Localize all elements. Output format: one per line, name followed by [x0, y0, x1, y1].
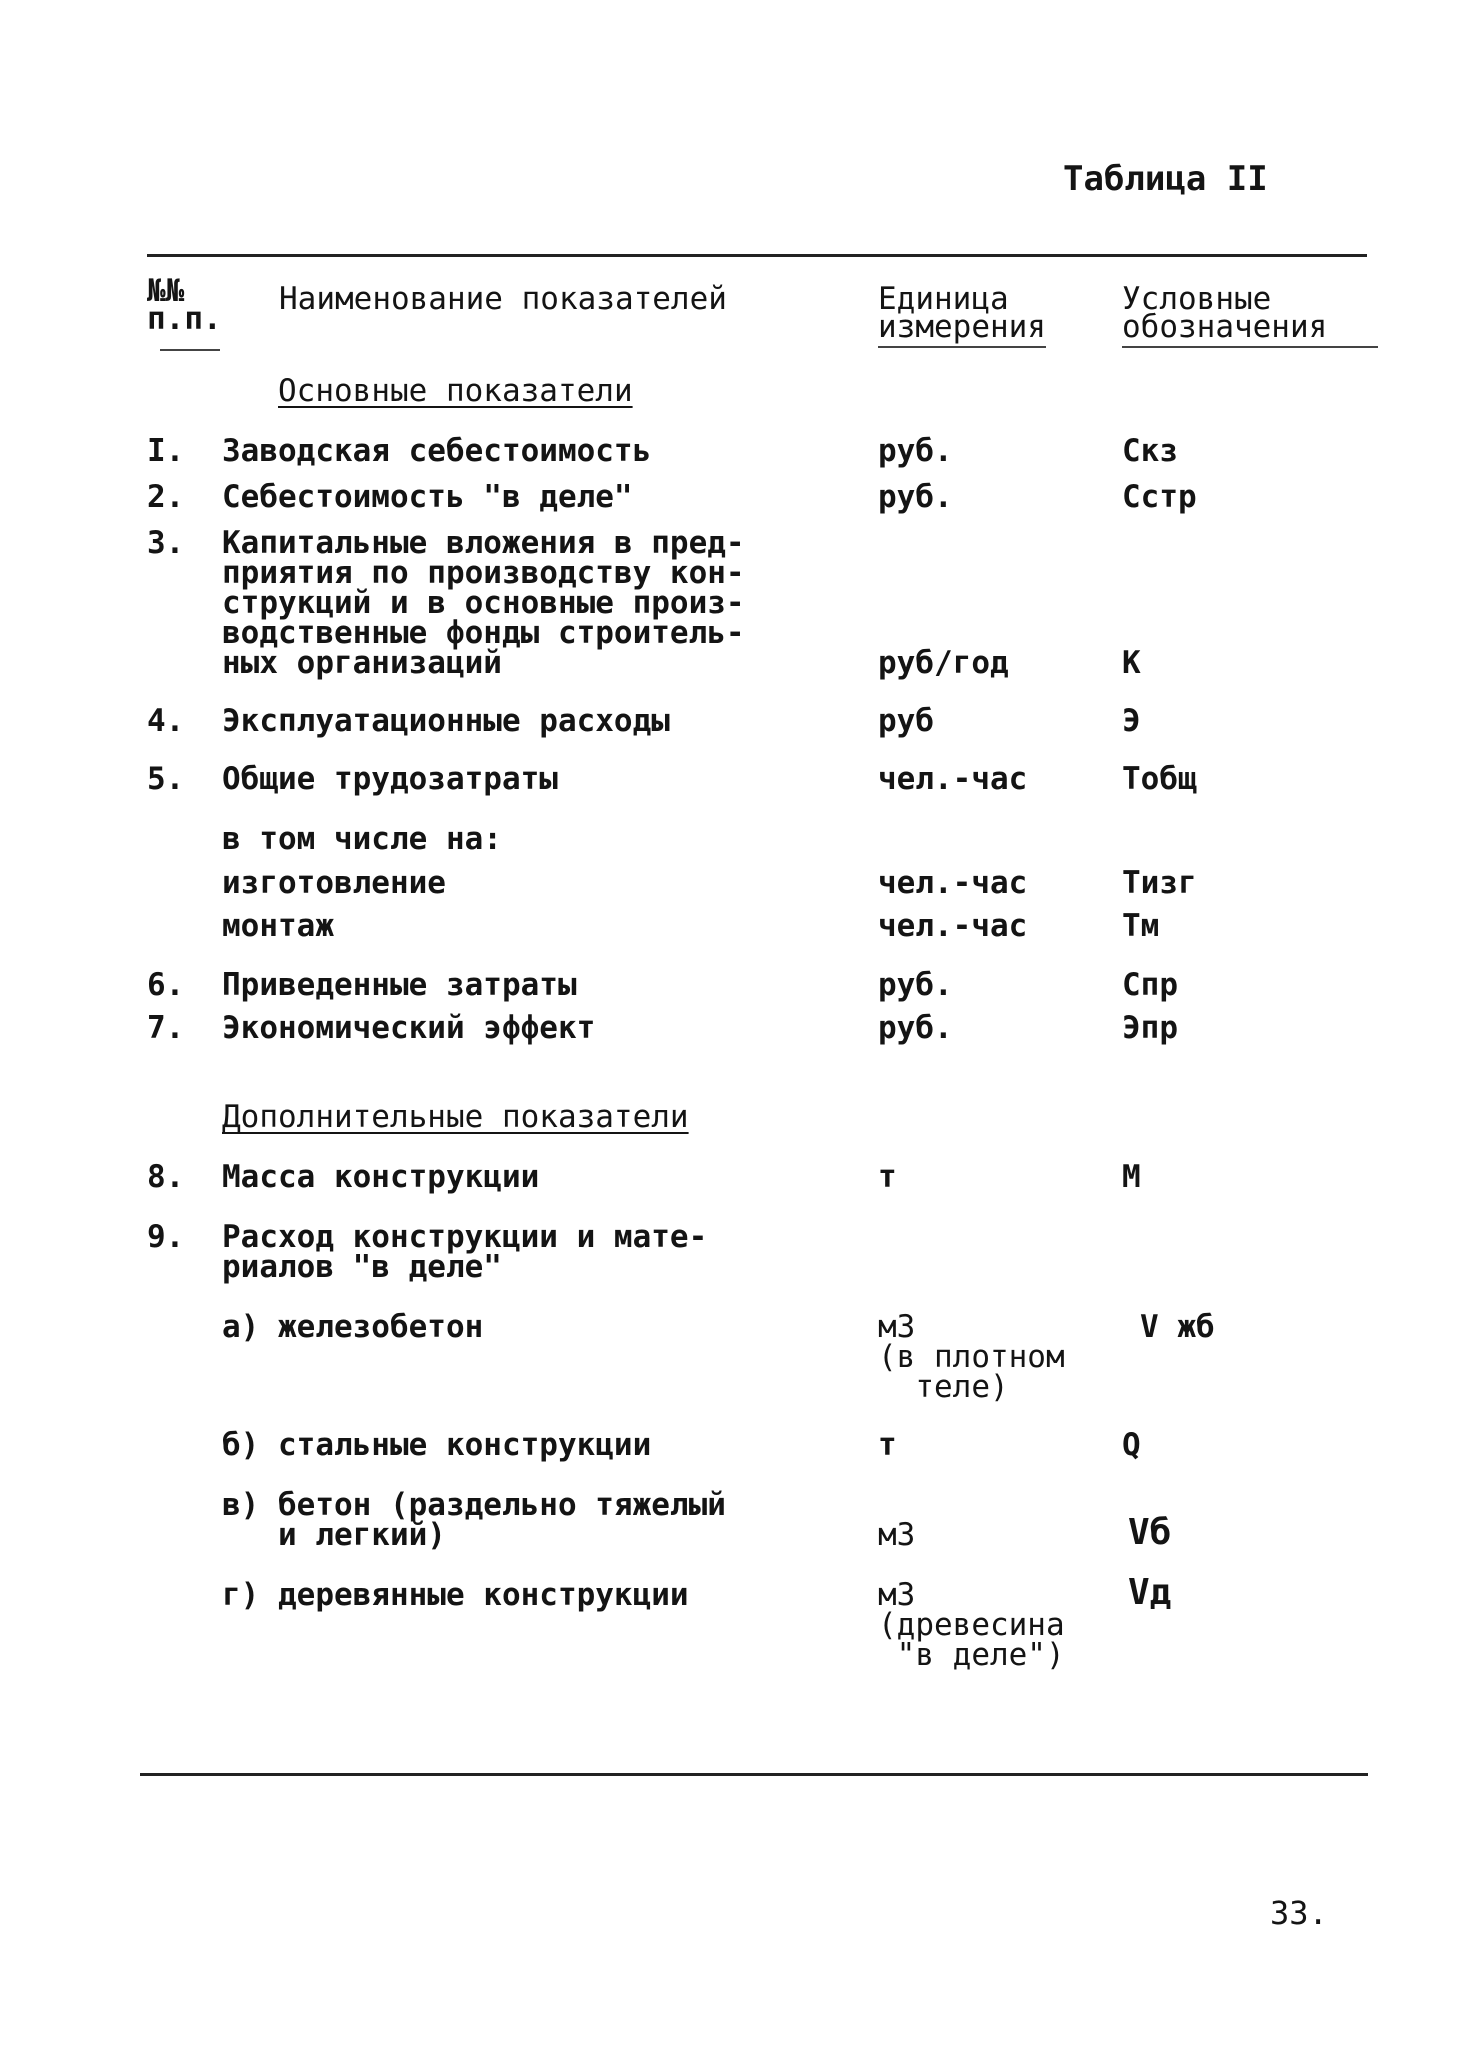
row-num: 9.: [147, 1219, 185, 1255]
row-name: Эксплуатационные расходы: [222, 703, 670, 739]
row-name: Расход конструкции и мате- риалов "в деле": [222, 1219, 708, 1285]
row-symbol: Сстр: [1122, 479, 1197, 515]
row-symbol: Vб: [1128, 1512, 1172, 1553]
header-rule-unit: [878, 346, 1046, 348]
row-name: б) стальные конструкции: [222, 1427, 652, 1463]
row-name: Масса конструкции: [222, 1159, 540, 1195]
row-unit: руб.: [878, 967, 953, 1003]
row-symbol: Э: [1122, 703, 1141, 739]
header-rule-symbol: [1122, 346, 1378, 348]
row-name: изготовление: [222, 865, 446, 901]
row-unit: м3 (древесина "в деле"): [878, 1577, 1065, 1673]
row-symbol: Скз: [1122, 433, 1178, 469]
bottom-rule: [140, 1773, 1368, 1776]
row-unit: т: [878, 1159, 897, 1195]
row-num: 4.: [147, 703, 185, 739]
row-name: Себестоимость "в деле": [222, 479, 633, 515]
row-name: монтаж: [222, 908, 334, 944]
row-symbol: К: [1122, 645, 1141, 681]
row-num: 7.: [147, 1010, 185, 1046]
header-col-name: Наименование показателей: [279, 281, 727, 317]
row-symbol: Тобщ: [1122, 761, 1197, 797]
row-name: Заводская себестоимость: [222, 433, 652, 469]
row-unit: т: [878, 1427, 897, 1463]
row-name: Экономический эффект: [222, 1010, 596, 1046]
row-symbol: V жб: [1140, 1309, 1215, 1345]
page-number: 33.: [1270, 1894, 1328, 1932]
row-symbol: Спр: [1122, 967, 1178, 1003]
row-name: в том числе на:: [222, 821, 502, 857]
row-symbol: Vд: [1128, 1572, 1172, 1613]
header-col-num: №№ п.п.: [147, 273, 222, 337]
header-rule-num: [160, 349, 220, 351]
row-name: г) деревянные конструкции: [222, 1577, 689, 1613]
row-symbol: Тизг: [1122, 865, 1197, 901]
row-unit: руб.: [878, 1010, 953, 1046]
row-symbol: Эпр: [1122, 1010, 1178, 1046]
header-col-unit: Единица измерения: [878, 281, 1046, 345]
row-unit: чел.-час: [878, 865, 1028, 901]
row-unit: руб.: [878, 479, 953, 515]
row-name: Капитальные вложения в пред- приятия по производству кон- струкций и в основные произ- водственные фонды строитель- ных организаций: [222, 525, 745, 681]
row-name: Общие трудозатраты: [222, 761, 558, 797]
row-unit: м3: [878, 1517, 916, 1553]
row-name: Приведенные затраты: [222, 967, 577, 1003]
section-extra-heading: Дополнительные показатели: [222, 1099, 689, 1135]
row-name: а) железобетон: [222, 1309, 484, 1345]
section-main-heading: Основные показатели: [278, 373, 633, 409]
row-num: 2.: [147, 479, 185, 515]
row-num: 3.: [147, 525, 185, 561]
row-symbol: М: [1122, 1159, 1141, 1195]
row-unit: чел.-час: [878, 908, 1028, 944]
row-unit: чел.-час: [878, 761, 1028, 797]
row-symbol: Q: [1122, 1427, 1141, 1463]
row-unit: м3 (в плотном теле): [878, 1309, 1065, 1405]
row-symbol: Тм: [1122, 908, 1160, 944]
row-num: 5.: [147, 761, 185, 797]
row-name: в) бетон (раздельно тяжелый и легкий): [222, 1487, 726, 1553]
header-col-symbol: Условные обозначения: [1122, 281, 1328, 345]
row-num: 6.: [147, 967, 185, 1003]
row-num: 8.: [147, 1159, 185, 1195]
row-num: I.: [147, 433, 185, 469]
top-rule: [147, 254, 1367, 257]
row-unit: руб/год: [878, 645, 1009, 681]
row-unit: руб: [878, 703, 934, 739]
row-unit: руб.: [878, 433, 953, 469]
table-title: Таблица II: [1063, 159, 1268, 199]
